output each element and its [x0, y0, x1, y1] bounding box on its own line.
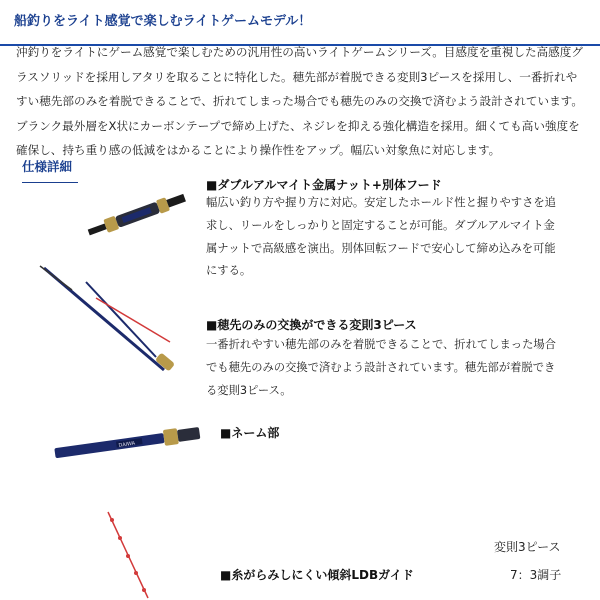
feature-heading-3piece: ■穂先のみの交換ができる変則3ピース: [206, 318, 417, 332]
feature-heading-name: ■ネーム部: [220, 426, 280, 440]
pieces-note: 変則3ピース: [494, 540, 561, 554]
ldb-guide-image: [102, 508, 154, 600]
name-plate-image: [54, 418, 202, 464]
feature-body-nut: 幅広い釣り方や握り方に対応。安定したホールド性と握りやすさを追求し、リールをしっかりと固定することが可能。ダブルアルマイト金属ナットで高級感を演出。別体回転フードで安心して締め込みを可能にする。: [206, 196, 556, 278]
feature-heading-guide: ■糸がらみしにくい傾斜LDBガイド: [220, 568, 414, 582]
svg-text:DAIWA: DAIWA: [118, 440, 136, 449]
spec-title-underline: [22, 182, 78, 183]
feature-heading-nut: ■ダブルアルマイト金属ナット+別体フード: [206, 178, 442, 192]
header-title: 船釣りをライト感覚で楽しむライトゲームモデル！: [14, 14, 312, 29]
spec-section-title: 仕様詳細: [22, 159, 73, 174]
three-piece-rod-image: [36, 262, 178, 384]
action-note: 7：3調子: [510, 568, 562, 582]
intro-paragraph: 沖釣りをライトにゲーム感覚で楽しむための汎用性の高いライトゲームシリーズ。目感度を重視した高感度グラスソリッドを採用しアタリを取ることに特化した。穂先部が着脱できる変則3ピースを採用し、一番折れやすい穂先部のみを着脱できることで、折れてしまった場合でも穂先のみの交換で済むよう設計されています。ブランク最外層をX状にカーボンテープで締め上げた、ネジレを抑える強化構造を採用。細くても高い強度を確保し、持ち重り感の低減をはかることにより操作性をアップ。幅広い対象魚に対応します。: [16, 45, 583, 157]
reel-seat-nut-image: [86, 185, 188, 247]
feature-body-3piece: 一番折れやすい穂先部のみを着脱できることで、折れてしまった場合でも穂先のみの交換で済むよう設計されています。穂先部が着脱できる変則3ピース。: [206, 338, 556, 397]
